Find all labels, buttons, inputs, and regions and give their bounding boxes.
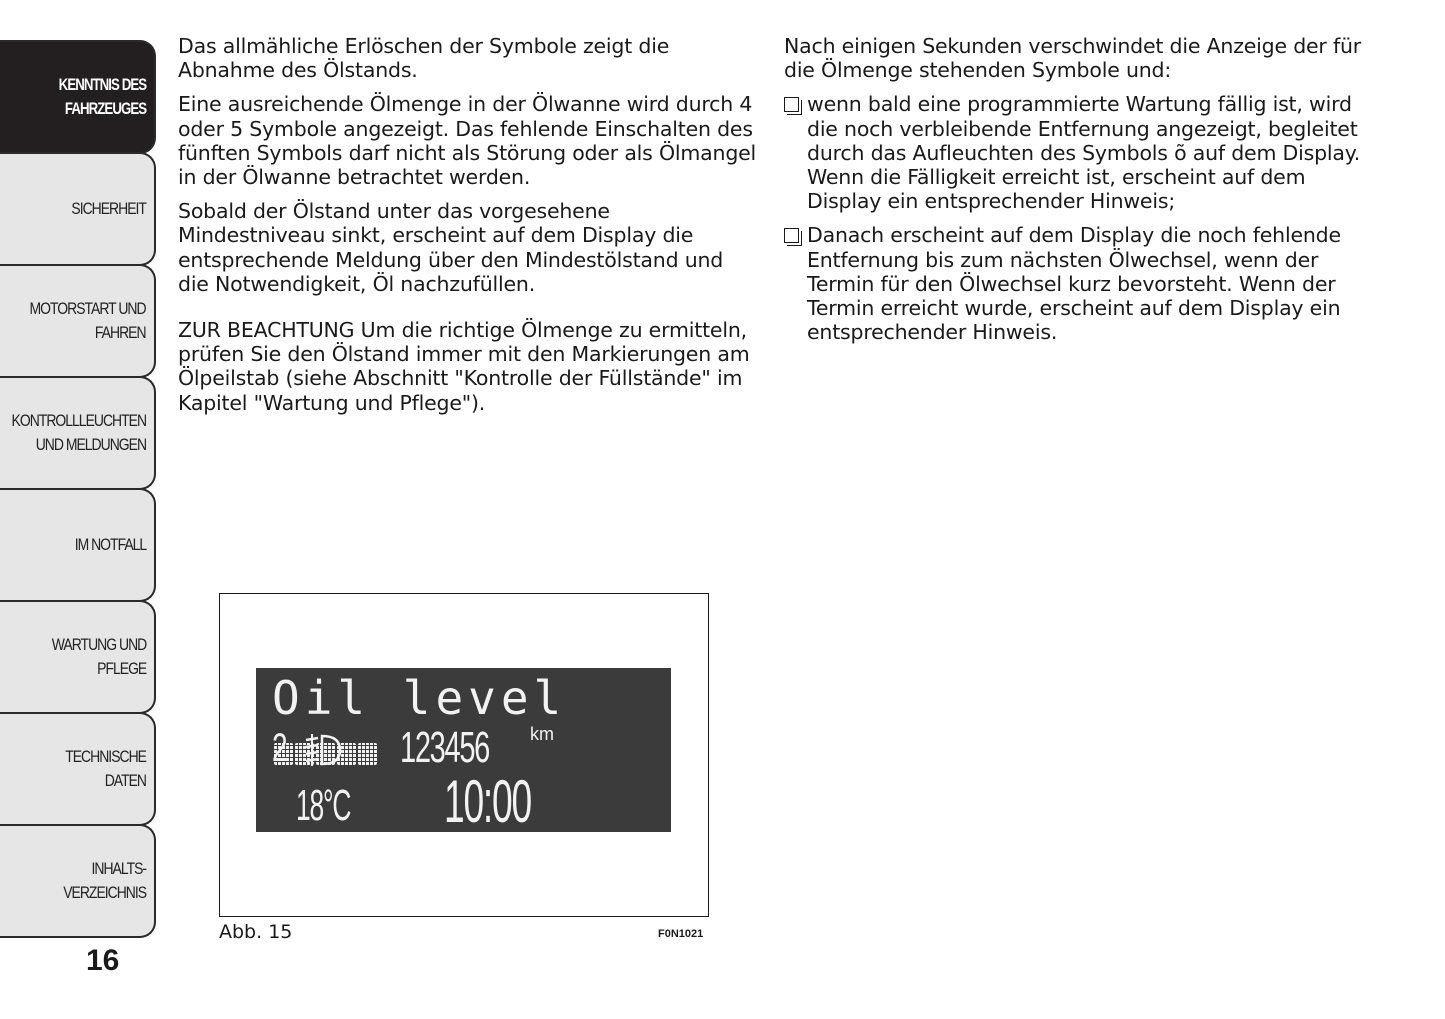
page-number: 16 bbox=[86, 944, 120, 977]
tab-kenntnis-des-fahrzeuges[interactable]: KENNTNIS DES FAHRZEUGES bbox=[0, 40, 156, 154]
paragraph: Eine ausreichende Ölmenge in der Ölwanne wird durch 4 oder 5 Symbole angezeigt. Das fehlende Einschalten des fünften Symbols darf nicht als Störung oder als Ölmangel in der Ölwanne betrachtet werden. bbox=[178, 92, 757, 190]
note-paragraph: ZUR BEACHTUNG Um die richtige Ölmenge zu ermitteln, prüfen Sie den Ölstand immer mit den Markierungen am Ölpeilstab (siehe Abschnitt "Kontrolle der Füllstände" im Kapitel "Wartung und Pflege"). bbox=[178, 318, 750, 415]
tab-im-notfall[interactable]: IM NOTFALL bbox=[0, 488, 156, 602]
headlight-level-icon bbox=[300, 732, 346, 773]
tab-technische-daten[interactable]: TECHNISCHE DATEN bbox=[0, 712, 156, 826]
tab-inhaltsverzeichnis[interactable]: INHALTS- VERZEICHNIS bbox=[0, 824, 156, 938]
odometer-unit: km bbox=[530, 724, 554, 744]
chapter-tabs bbox=[0, 0, 160, 1019]
odometer-value: 123456 bbox=[400, 723, 489, 772]
bullet-box-icon bbox=[784, 228, 799, 243]
outside-temperature: 18°C bbox=[296, 781, 351, 830]
figure-code: F0N1021 bbox=[658, 928, 704, 940]
paragraph: Das allmähliche Erlöschen der Symbole zeigt die Abnahme des Ölstands. bbox=[178, 34, 670, 83]
right-text-column bbox=[784, 34, 1364, 354]
gear-indicator: 2 bbox=[272, 726, 288, 770]
oil-level-segment bbox=[358, 743, 377, 765]
paragraph: Nach einigen Sekunden verschwindet die Anzeige der für die Ölmenge stehenden Symbole und: bbox=[784, 34, 1362, 83]
list-item: Danach erscheint auf dem Display die noch fehlende Entfernung bis zum nächsten Ölwechsel, wenn der Termin für den Ölwechsel kurz bevorsteht. Wenn der Termin erreicht wurde, erscheint auf dem Display ein entsprechender Hinweis. bbox=[784, 223, 1364, 344]
figure-caption: Abb. 15 bbox=[219, 921, 293, 943]
bullet-box-icon bbox=[784, 97, 799, 112]
left-text-column bbox=[178, 34, 758, 425]
paragraph: Sobald der Ölstand unter das vorgesehene Mindestniveau sinkt, erscheint auf dem Display die entsprechende Meldung über den Mindestölstand und die Notwendigkeit, Öl nachzufüllen. bbox=[178, 199, 724, 296]
tab-sicherheit[interactable]: SICHERHEIT bbox=[0, 152, 156, 266]
clock: 10:00 bbox=[444, 768, 531, 835]
instrument-display bbox=[256, 668, 671, 835]
tab-wartung-und-pflege[interactable]: WARTUNG UND PFLEGE bbox=[0, 600, 156, 714]
list-item: wenn bald eine programmierte Wartung fällig ist, wird die noch verbleibende Entfernung angezeigt, begleitet durch das Aufleuchten des Symbols õ auf dem Display. Wenn die Fälligkeit erreicht ist, erscheint auf dem Display ein entsprechender Hinweis; bbox=[784, 92, 1364, 213]
figure-frame bbox=[219, 593, 709, 917]
tab-kontrollleuchten[interactable]: KONTROLLLEUCHTEN UND MELDUNGEN bbox=[0, 376, 156, 490]
lcd-oil-level-line: Oil level bbox=[272, 672, 671, 776]
tab-motorstart-und-fahren[interactable]: MOTORSTART UND FAHREN bbox=[0, 264, 156, 378]
